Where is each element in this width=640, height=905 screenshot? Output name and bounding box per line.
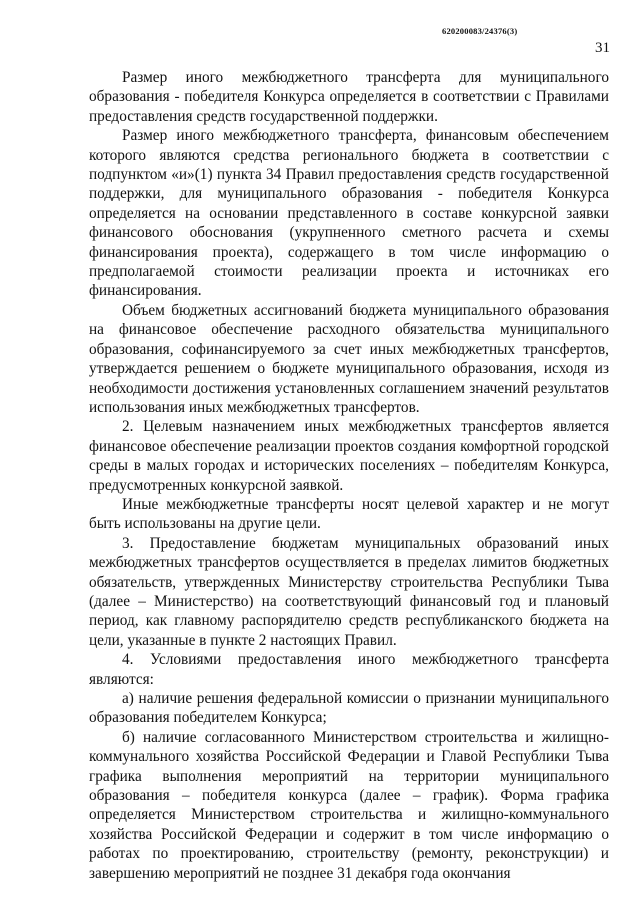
paragraph-target-purpose: 2. Целевым назначением иных межбюджетных трансфертов является финансовое обеспечение реализации проектов создания комфортной городской среды в малых городах и исторических поселениях – победителям Конкурса, предусмотренных конкурсной заявкой. xyxy=(89,418,609,494)
paragraph-provision-limits: 3. Предоставление бюджетам муниципальных образований иных межбюджетных трансфертов осуществляется в пределах лимитов бюджетных обязательств, утвержденных Министерству строительства Республики Тыва (далее – Министерство) на соответствующий финансовый год и плановый период, как главному распорядителю средств республиканского бюджета на цели, указанные в пункте 2 настоящих Правил. xyxy=(89,534,609,649)
document-registration-number: 620200083/24376(3) xyxy=(442,26,518,36)
paragraph-condition-b: б) наличие согласованного Министерством строительства и жилищно-коммунального хозяйства Российской Федерации и Главой Республики Тыва графика выполнения мероприятий на территории муниципального образования – победителя конкурса (далее – график). Форма графика определяется Министерством строительства и жилищно-коммунального хозяйства Российской Федерации и содержит в том числе информацию о работах по проектированию, строительству (ремонту, реконструкции) и завершению мероприятий не позднее 31 декабря года окончания xyxy=(89,728,609,882)
page-number: 31 xyxy=(595,40,610,56)
paragraph-condition-a: а) наличие решения федеральной комиссии о признании муниципального образования победителем Конкурса; xyxy=(89,690,609,727)
document-body xyxy=(89,68,609,883)
paragraph-transfer-size: Размер иного межбюджетного трансферта для муниципального образования - победителя Конкурса определяется в соответствии с Правилами предоставления средств государственной поддержки. xyxy=(89,69,609,125)
paragraph-conditions-heading: 4. Условиями предоставления иного межбюджетного трансферта являются: xyxy=(89,651,609,688)
paragraph-target-character: Иные межбюджетные трансферты носят целевой характер и не могут быть использованы на другие цели. xyxy=(89,495,609,533)
paragraph-budget-allocations: Объем бюджетных ассигнований бюджета муниципального образования на финансовое обеспечение расходного обязательства муниципального образования, софинансируемого за счет иных межбюджетных трансфертов, утверждается решением о бюджете муниципального образования, исходя из необходимости достижения установленных соглашением значений результатов использования иных межбюджетных трансфертов. xyxy=(89,301,609,416)
paragraph-regional-budget-size: Размер иного межбюджетного трансферта, финансовым обеспечением которого являются средства регионального бюджета в соответствии с подпунктом «и»(1) пункта 34 Правил предоставления средств государственной поддержки, для муниципального образования - победителя Конкурса определяется на основании представленного в составе конкурсной заявки финансового обоснования (укрупненного сметного расчета и схемы финансирования проекта), содержащего в том числе информацию о предполагаемой стоимости реализации проекта и источниках его финансирования. xyxy=(89,127,609,300)
